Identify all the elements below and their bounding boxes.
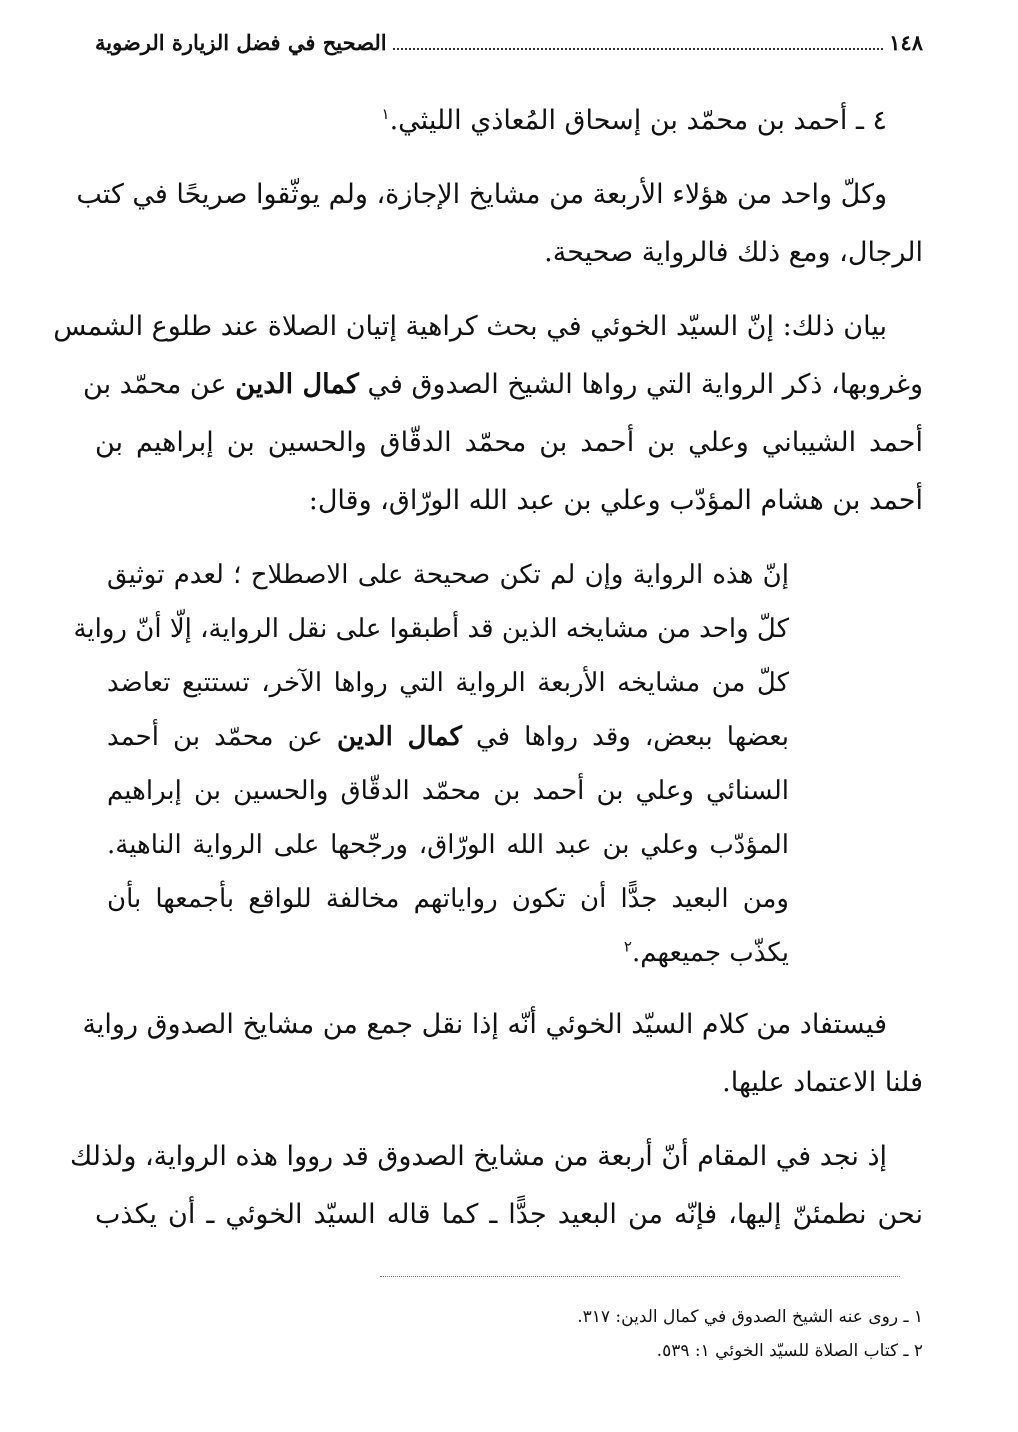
running-header [95, 30, 923, 78]
footnote-separator [380, 1276, 900, 1277]
paragraph-line [83, 356, 923, 414]
paragraph-line: وكلّ واحد من هؤلاء الأربعة من مشايخ الإجازة، ولم يوثّقوا صريحًا في كتب [76, 179, 887, 210]
quote-line: إنّ هذه الرواية وإن لم تكن صحيحة على الاصطلاح ؛ لعدم توثيق [107, 560, 789, 590]
quote-text: يكذّب جميعهم. [631, 938, 789, 968]
footnote-marker-1: ١ [381, 105, 390, 123]
page-number: ١٤٨ [889, 30, 923, 55]
paragraph-line: أحمد الشيباني وعلي بن أحمد بن محمّد الدقّاق والحسين بن إبراهيم بن [95, 427, 923, 458]
paragraph-line: أحمد بن هشام المؤدّب وعلي بن عبد الله الورّاق، وقال: [308, 485, 923, 516]
paragraph-line: فيستفاد من كلام السيّد الخوئي أنّه إذا نقل جمع من مشايخ الصدوق رواية [82, 1009, 887, 1040]
paragraph-line: الرجال، ومع ذلك فالرواية صحيحة. [544, 237, 923, 268]
quote-line: كلّ من مشايخه الأربعة الرواية التي رواها الآخر، تستتبع تعاضد [107, 668, 789, 698]
header-dot-leader [393, 48, 884, 50]
footnotes [577, 1300, 923, 1368]
quote-text: بعضها ببعض، وقد رواها في [475, 722, 790, 752]
quote-line: المؤدّب وعلي بن عبد الله الورّاق، ورجّحها على الرواية الناهية. [107, 830, 789, 860]
quote-line [107, 926, 789, 980]
footnote-2: ٢ ـ كتاب الصلاة للسيّد الخوئي ١: ٥٣٩. [656, 1341, 923, 1361]
quote-line [107, 710, 789, 764]
block-quote [73, 548, 790, 980]
book-title: الصحيح في فضل الزيارة الرضوية [95, 30, 387, 55]
page-body [53, 30, 923, 1244]
paragraph-1 [76, 166, 923, 282]
paragraph-4 [69, 1128, 923, 1244]
paragraph-line: بيان ذلك: إنّ السيّد الخوئي في بحث كراهية إتيان الصلاة عند طلوع الشمس [53, 311, 887, 342]
narrator-entry-text: ٤ ـ أحمد بن محمّد بن إسحاق المُعاذي الليثي. [389, 105, 887, 136]
paragraph-line: فلنا الاعتماد عليها. [722, 1067, 923, 1098]
paragraph-3 [82, 996, 923, 1112]
quote-text: عن محمّد بن أحمد [107, 722, 323, 752]
narrator-entry-4 [95, 92, 923, 150]
paragraph-text: عن محمّد بن [83, 369, 227, 400]
quote-line: كلّ واحد من مشايخه الذين قد أطبقوا على نقل الرواية، إلّا أنّ رواية [73, 614, 789, 644]
paragraph-text: وغروبها، ذكر الرواية التي رواها الشيخ الصدوق في [367, 369, 923, 400]
paragraph-line: نحن نطمئنّ إليها، فإنّه من البعيد جدًّا ـ كما قاله السيّد الخوئي ـ أن يكذب [95, 1199, 923, 1230]
book-title-reference: كمال الدين [336, 722, 462, 752]
footnote-1: ١ ـ روى عنه الشيخ الصدوق في كمال الدين: ٣١٧. [577, 1307, 923, 1327]
book-title-reference: كمال الدين [235, 369, 359, 400]
footnote-marker-2: ٢ [623, 937, 632, 956]
quote-line: ومن البعيد جدًّا أن تكون رواياتهم مخالفة للواقع بأجمعها بأن [107, 884, 789, 914]
quote-line: السنائي وعلي بن أحمد بن محمّد الدقّاق والحسين بن إبراهيم [107, 776, 789, 806]
paragraph-line: إذ نجد في المقام أنّ أربعة من مشايخ الصدوق قد رووا هذه الرواية، ولذلك [69, 1141, 887, 1172]
paragraph-2 [53, 298, 923, 530]
